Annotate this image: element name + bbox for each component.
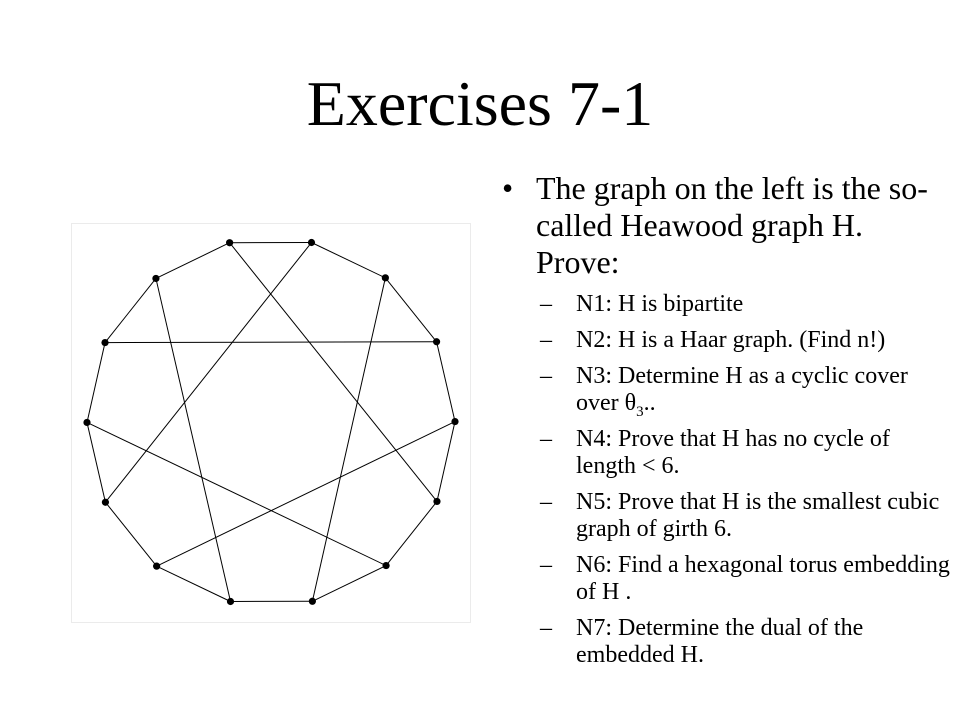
graph-chord-edge <box>230 243 437 502</box>
graph-vertex <box>152 275 159 282</box>
exercise-text-n4: N4: Prove that H has no cycle of length < 6. <box>576 426 890 479</box>
exercise-text-n5: N5: Prove that H is the smallest cubic graph of girth 6. <box>576 489 940 542</box>
graph-chord-edge <box>105 342 437 343</box>
graph-vertex <box>101 339 108 346</box>
exercise-text-n7: N7: Determine the dual of the embedded H. <box>576 615 864 668</box>
intro-bullet <box>490 170 950 281</box>
graph-cycle-edge <box>157 566 231 601</box>
graph-vertex <box>433 338 440 345</box>
graph-chord-edge <box>157 422 455 567</box>
graph-cycle-edge <box>437 422 455 502</box>
dash-marker: – <box>540 363 552 389</box>
exercise-text-n3 <box>576 363 908 420</box>
graph-cycle-edge <box>105 278 156 342</box>
graph-chord-edge <box>312 278 385 601</box>
graph-cycle-edge <box>437 342 455 422</box>
exercise-text-n1: N1: H is bipartite <box>576 291 744 317</box>
graph-vertex <box>153 563 160 570</box>
bullet-marker: • <box>502 170 514 206</box>
intro-text: The graph on the left is the so-called Heawood graph H. Prove: <box>536 170 928 280</box>
dash-marker: – <box>540 327 552 353</box>
graph-vertex <box>382 562 389 569</box>
dash-marker: – <box>540 489 552 515</box>
exercise-item <box>490 291 950 318</box>
exercise-item <box>490 552 950 606</box>
graph-chord-edge <box>105 243 311 503</box>
graph-cycle-edge <box>87 343 105 423</box>
graph-vertex <box>226 239 233 246</box>
graph-vertex <box>309 598 316 605</box>
graph-cycle-edge <box>156 243 230 279</box>
exercise-text-n3-tail: .. <box>643 390 656 416</box>
graph-cycle-edge <box>312 566 386 602</box>
graph-panel-frame <box>72 224 471 623</box>
graph-chord-edge <box>87 422 386 565</box>
exercise-text-n3-main: N3: Determine H as a cyclic cover over θ <box>576 363 908 416</box>
heawood-graph-svg <box>71 223 471 623</box>
dash-marker: – <box>540 426 552 452</box>
graph-vertex <box>102 499 109 506</box>
exercise-item <box>490 363 950 420</box>
heawood-graph-figure <box>71 223 471 623</box>
graph-vertex <box>451 418 458 425</box>
dash-marker: – <box>540 552 552 578</box>
exercise-item <box>490 489 950 543</box>
dash-marker: – <box>540 291 552 317</box>
graph-cycle-edge <box>386 501 437 565</box>
exercise-text-n2: N2: H is a Haar graph. (Find n!) <box>576 327 886 353</box>
exercise-text-n6: N6: Find a hexagonal torus embedding of H . <box>576 552 950 605</box>
exercise-item <box>490 327 950 354</box>
graph-cycle-edge <box>87 422 105 502</box>
exercise-item <box>490 426 950 480</box>
graph-cycle-edge <box>105 502 156 566</box>
exercise-item <box>490 615 950 669</box>
exercise-list <box>490 291 950 669</box>
slide-title: Exercises 7-1 <box>306 68 654 139</box>
exercise-text <box>490 170 950 678</box>
graph-vertex <box>227 598 234 605</box>
dash-marker: – <box>540 615 552 641</box>
graph-chord-edge <box>156 278 231 601</box>
graph-cycle-edge <box>311 243 385 278</box>
graph-cycle-edge <box>385 278 436 342</box>
graph-vertex <box>308 239 315 246</box>
graph-vertex <box>433 498 440 505</box>
theta-subscript: 3 <box>636 403 644 420</box>
graph-vertex <box>382 274 389 281</box>
graph-vertex <box>83 419 90 426</box>
